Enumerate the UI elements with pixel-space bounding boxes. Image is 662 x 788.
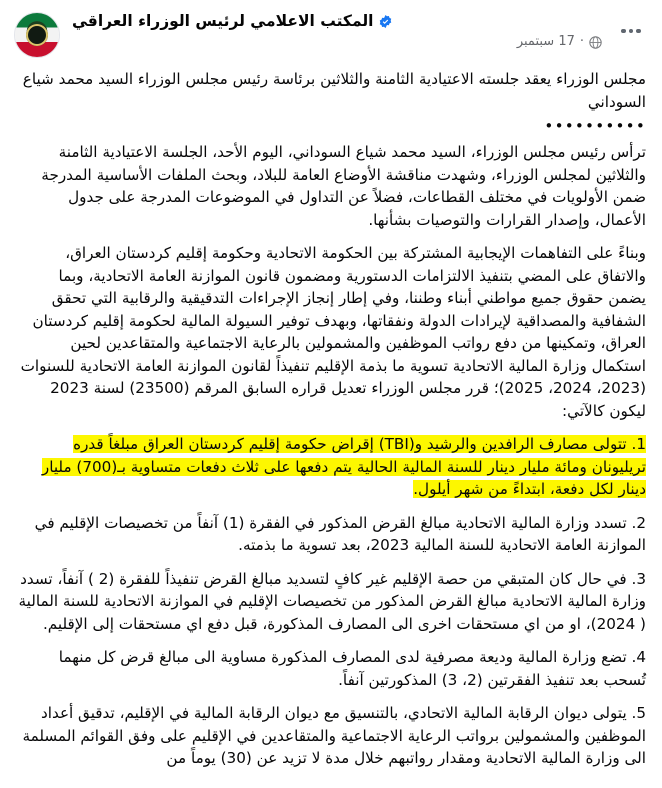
post-author-block: [60, 12, 614, 50]
post-meta-row: [72, 34, 602, 50]
post-item-4: 4. تضع وزارة المالية وديعة مصرفية لدى المصارف المذكورة مساوية الى مبالغ قرض كل منهما تُسحب بعد تنفيذ الفقرتين (2، 3) المذكورتين آنفاً.: [58, 648, 646, 689]
post-timestamp[interactable]: 17 سبتمبر: [516, 34, 575, 49]
meta-separator: ·: [579, 34, 584, 49]
post-item-1: [16, 433, 646, 501]
page-name[interactable]: المكتب الاعلامي لرئيس الوزراء العراقي: [72, 12, 374, 30]
verified-badge-icon: [378, 14, 393, 29]
author-name-row: [72, 12, 602, 31]
highlighted-text: 1. تتولى مصارف الرافدين والرشيد و(TBI) إقراض حكومة إقليم كردستان العراق مبلغاً قدره تريليونان ومائة مليار دينار للسنة المالية الحالية يتم دفعها على ثلاث دفعات متساوية بـ(700) مليار دينار لكل دفعة، ابتداءً من شهر أيلول.: [41, 435, 646, 498]
post-paragraph-2: وبناءً على التفاهمات الإيجابية المشتركة بين الحكومة الاتحادية وحكومة إقليم كردستان العراق، والاتفاق على المضي بتنفيذ الالتزامات الدستورية ومضمون قانون الموازنة العامة الاتحادية، وبما يضمن حقوق جميع مواطني أبناء وطننا، وفي إطار إنجاز الإجراءات التدقيقية والرقابية التي تحقق الشفافية والمصداقية لإيرادات الدولة ونفقاتها، وبهدف توفير السيولة المالية لحكومة إقليم كردستان العراق، وتمكينها من دفع رواتب الموظفين والمشمولين بالرعاية الاجتماعية والمتقاعدين لحين استكمال وزارة المالية الاتحادية تسوية ما بذمة الإقليم تنفيذاً لقانون الموازنة العامة الاتحادية للسنوات (2023، 2024، 2025)؛ قرر مجلس الوزراء تعديل قراره السابق المرقم (23500) لسنة 2023 ليكون كالآتي:: [20, 244, 646, 420]
post-body: [0, 64, 662, 770]
post-item-5: 5. يتولى ديوان الرقابة المالية الاتحادي، بالتنسيق مع ديوان الرقابة المالية في الإقليم، تدقيق أعداد الموظفين والمشمولين برواتب الرعاية الاجتماعية والمتقاعدين في الإقليم على وفق القوائم المسلمة الى وزارة المالية الاتحادية ومقدار رواتبهم خلال مدة لا تزيد عن (30) يوماً من: [22, 704, 646, 767]
post-item-2: 2. تسدد وزارة المالية الاتحادية مبالغ القرض المذكور في الفقرة (1) آنفاً من تخصيصات الإقليم في الموازنة العامة الاتحادية للسنة المالية 2023، بعد تسوية ما بذمته.: [34, 513, 646, 554]
iraq-emblem-avatar[interactable]: [14, 12, 60, 58]
dot: [629, 29, 634, 34]
divider-dots: ••••••••••: [544, 117, 646, 135]
post-header: [0, 0, 662, 64]
post-intro: مجلس الوزراء يعقد جلسته الاعتيادية الثامنة والثلاثين برئاسة رئيس مجلس الوزراء السيد محمد شياع السوداني: [22, 70, 646, 111]
post-paragraph-1: ترأس رئيس مجلس الوزراء، السيد محمد شياع السوداني، اليوم الأحد، الجلسة الاعتيادية الثامنة والثلاثين لمجلس الوزراء، وشهدت مناقشة الأوضاع العامة للبلاد، وبحث الملفات الأساسية المدرجة ضمن الأولويات في مختلف القطاعات، فضلاً عن التداول في الموضوعات المدرجة على جدول الأعمال، وإصدار القرارات والتوصيات بشأنها.: [41, 143, 646, 229]
post-item-3: 3. في حال كان المتبقي من حصة الإقليم غير كافٍ لتسديد مبالغ القرض تنفيذاً للفقرة (2 ) آنفاً، تسدد وزارة المالية الاتحادية مبالغ القرض المذكور من تخصيصات الإقليم في الموازنة الاتحادية للسنة المالية ( 2024)، او من اي مستحقات اخرى الى المصارف المذكورة، قبل دفع اي مستحقات إلى الإقليم.: [18, 569, 646, 633]
dot: [636, 29, 641, 34]
avatar-image: [15, 13, 59, 57]
dot: [621, 29, 626, 34]
more-options-icon[interactable]: [614, 14, 648, 48]
globe-public-icon: [589, 36, 602, 49]
